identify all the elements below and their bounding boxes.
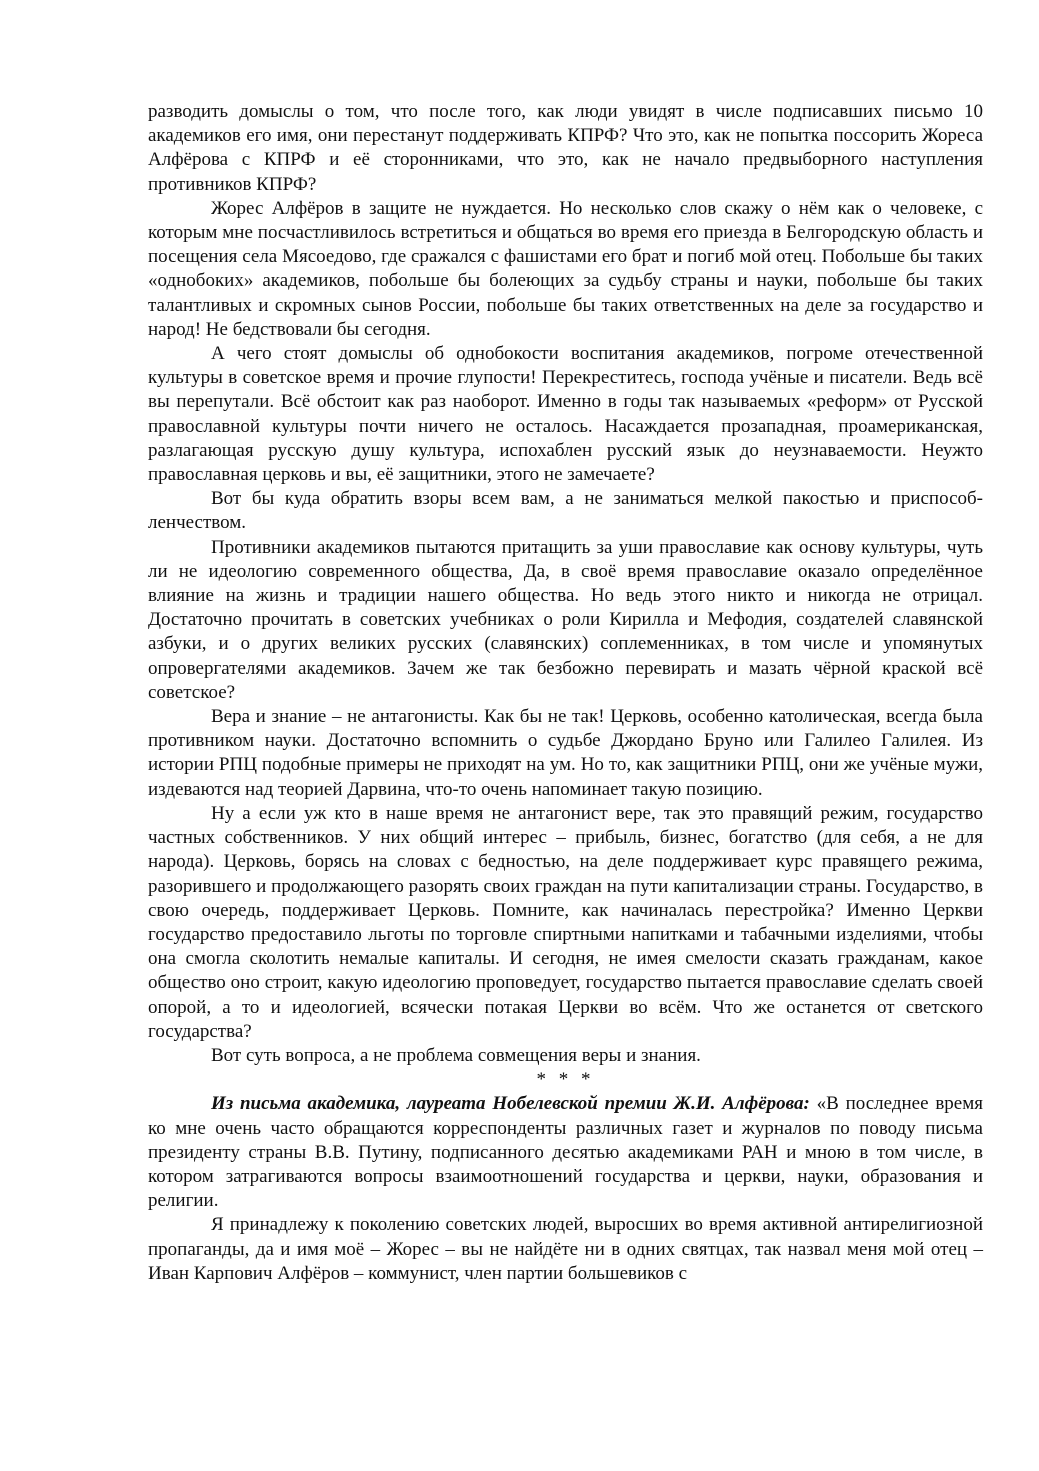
section-divider: * * *	[536, 1069, 595, 1091]
letter-quote-start: «В последнее время ко мне очень часто обращаются корреспонденты различных газет и журналов по поводу письма президенту страны В.В. Путину, подписанного десятью академиками РАН и мною в том числе, в котором затрагиваются вопросы взаимоотношений государства и церкви, науки, образования и религии.	[148, 1093, 984, 1212]
paragraph-essence: Вот суть вопроса, а не проблема совмещения веры и знания.	[211, 1044, 701, 1066]
paragraph-letter-intro	[148, 1092, 983, 1213]
paragraph-faith-knowledge: Вера и знание – не антагонисты. Как бы не так! Церковь, особенно католическая, всегда была противником науки. Достаточно вспомнить о судьбе Джордано Бруно или Галилео Галилея. Из истории РПЦ подобные примеры не приходят на ум. Но то, как защитники РПЦ, они же учёные мужи, издеваются над теорией Дарвина, что-то очень напоминает такую позицию.	[148, 706, 983, 800]
paragraph-culture: А чего стоят домыслы об однобокости воспитания академиков, погроме отечественной культуры в советское время и прочие глупости! Перекреститесь, господа учёные и писатели. Ведь всё вы перепутали. Всё обстоит как раз наоборот. Именно в годы так называемых «реформ» от Русской православной культуры почти ничего не осталось. Насаждается прозападная, проамериканская, разлагающая русскую душу культура, испохаблен русский язык до неузнаваемости. Неужто православная церковь и вы, её защитники, этого не замечаете?	[148, 343, 983, 486]
paragraph-letter-generation: Я принадлежу к поколению советских людей, выросших во время активной антирелигиозной пропаганды, да и имя моё – Жорес – вы не найдёте ни в одних святцах, так назвал меня мой отец – Иван Карпович Алфёров – коммунист, член партии большевиков с	[148, 1214, 983, 1284]
paragraph-alferov-defense: Жорес Алфёров в защите не нуждается. Но несколько слов скажу о нём как о человеке, с которым мне посчастливилось встретиться и общаться во время его приезда в Белгородскую область и посещения села Мясоедово, где сражался с фашистами его брат и погиб мой отец. Побольше бы таких «однобоких» академиков, побольше бы болеющих за судьбу страны и науки, побольше бы таких талантливых и скромных сынов России, побольше бы таких ответственных на деле за государство и народ! Не бедствовали бы сегодня.	[148, 197, 983, 340]
paragraph-regime: Ну а если уж кто в наше время не антагонист вере, так это правящий режим, государство частных собственников. У них общий интерес – прибыль, бизнес, богатство (для себя, а не для народа). Церковь, борясь на словах с бедностью, на деле поддерживает курс правящего режима, разорившего и продолжающего разорять своих граждан на пути капитализации страны. Государство, в свою очередь, поддерживает Церковь. Помните, как начиналась перестройка? Именно Церкви государство предоставило льготы по торговле спиртными напитками и табачными изделиями, чтобы она смогла сколотить немалые капиталы. И сегодня, не имея смелости сказать гражданам, какое общество оно строит, какую идеологию проповедует, государство пытается православие сделать своей опорой, а то и идеологией, всячески потакая Церкви во всём. Что же останется от светского государства?	[148, 802, 983, 1042]
paragraph-continuation: разводить домыслы о том, что после того, как люди увидят в числе подписавших письмо 10 академиков его имя, они перестанут поддерживать КПРФ? Что это, как не попытка поссорить Жореса Алфёрова с КПРФ и её сторонниками, что это, как не начало предвыборного наступления противников КПРФ?	[148, 101, 983, 195]
paragraph-orthodoxy: Противники академиков пытаются притащить за уши православие как основу культуры, чуть ли не идеологию современного общества, Да, в своё время православие оказало определённое влияние на жизнь и традиции нашего общества. Но ведь этого никто и никогда не отрицал. Достаточно прочитать в советских учебниках о роли Кирилла и Мефодия, создателей славянской азбуки, и о других великих русских (славянских) соплеменниках, в том числе и упомянутых опровергателями академиков. Зачем же так безбожно перевирать и мазать чёрной краской всё советское?	[148, 536, 983, 703]
paragraph-attention: Вот бы куда обратить взоры всем вам, а не заниматься мелкой пакостью и приспособленчеством.	[148, 488, 983, 534]
document-page	[148, 100, 983, 1286]
letter-intro-heading: Из письма академика, лауреата Нобелевской премии Ж.И. Алфёрова:	[211, 1093, 810, 1115]
